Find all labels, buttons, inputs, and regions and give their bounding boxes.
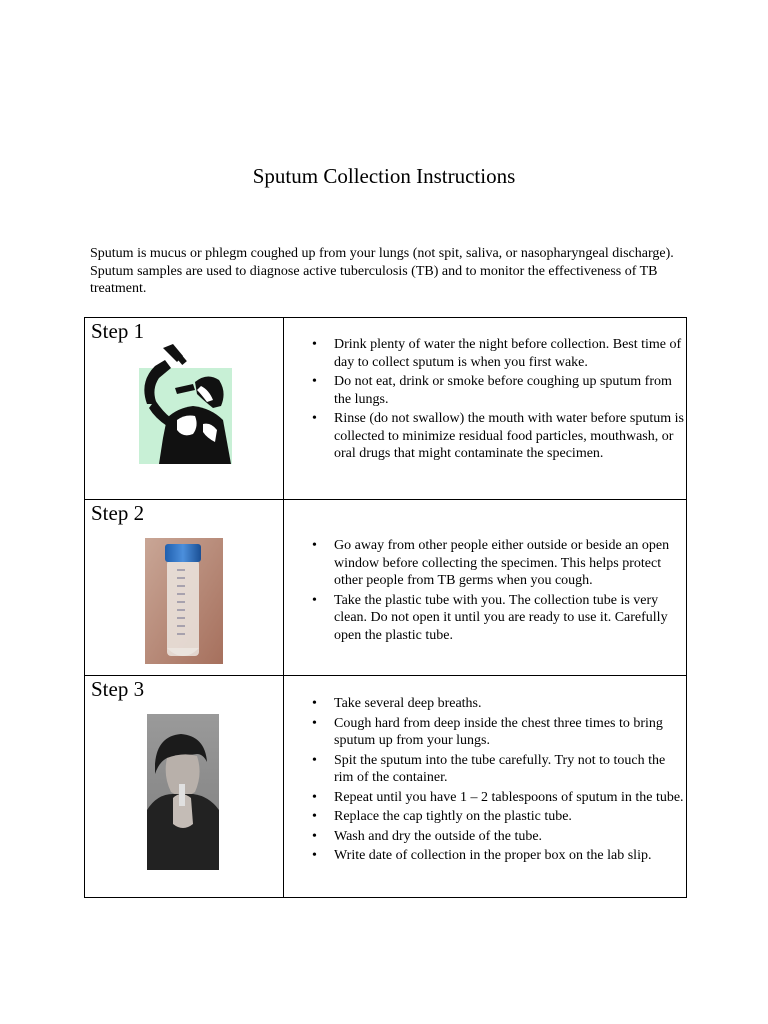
step-1-bullet: • Do not eat, drink or smoke before coughing up sputum from the lungs.	[334, 373, 686, 408]
step-3-bullet: • Wash and dry the outside of the tube.	[334, 828, 686, 846]
step-1-bullet: • Rinse (do not swallow) the mouth with water before sputum is collected to minimize residual food particles, mouthwash, or oral drugs that might contaminate the specimen.	[334, 410, 686, 463]
step-3-bullet: • Take several deep breaths.	[334, 695, 686, 713]
step-row-1	[85, 318, 687, 500]
step-1-bullet-list	[284, 336, 686, 463]
step-2-bullet: • Take the plastic tube with you. The collection tube is very clean. Do not open it until you are ready to use it. Carefully open the plastic tube.	[334, 592, 686, 645]
step-3-label: Step 3	[91, 677, 145, 701]
steps-table	[84, 317, 687, 898]
step-1-bullet: • Drink plenty of water the night before collection. Best time of day to collect sputum is when you first wake.	[334, 336, 686, 371]
step-2-bullet: • Go away from other people either outside or beside an open window before collecting the specimen. This helps protect other people from TB germs when you cough.	[334, 537, 686, 590]
person-drinking-image	[137, 342, 233, 471]
page-title: Sputum Collection Instructions	[252, 164, 516, 188]
step-1-label: Step 1	[91, 319, 145, 343]
collection-tube-image	[145, 538, 223, 669]
step-1-label-cell	[85, 318, 284, 500]
step-2-bullet-list	[284, 537, 686, 644]
step-1-instructions-cell	[284, 318, 687, 500]
step-3-label-cell	[85, 676, 284, 898]
step-3-bullet: • Replace the cap tightly on the plastic tube.	[334, 808, 686, 826]
person-spitting-icon	[147, 714, 219, 870]
person-drinking-icon	[137, 342, 233, 466]
step-3-bullet: • Spit the sputum into the tube carefully. Try not to touch the rim of the container.	[334, 752, 686, 787]
step-3-bullet: • Cough hard from deep inside the chest three times to bring sputum up from your lungs.	[334, 715, 686, 750]
step-2-instructions-cell	[284, 500, 687, 676]
step-row-3	[85, 676, 687, 898]
collection-tube-icon	[145, 538, 223, 664]
step-2-label-cell	[85, 500, 284, 676]
step-2-label: Step 2	[91, 501, 145, 525]
step-3-instructions-cell	[284, 676, 687, 898]
person-spitting-image	[147, 714, 219, 875]
step-3-bullet: • Write date of collection in the proper box on the lab slip.	[334, 847, 686, 865]
intro-paragraph: Sputum is mucus or phlegm coughed up from your lungs (not spit, saliva, or nasopharyngeal discharge). Sputum samples are used to diagnose active tuberculosis (TB) and to monitor the effectiveness of TB treatment.	[90, 246, 674, 296]
step-3-bullet-list	[284, 695, 686, 865]
step-3-bullet: • Repeat until you have 1 – 2 tablespoons of sputum in the tube.	[334, 789, 686, 807]
step-row-2	[85, 500, 687, 676]
